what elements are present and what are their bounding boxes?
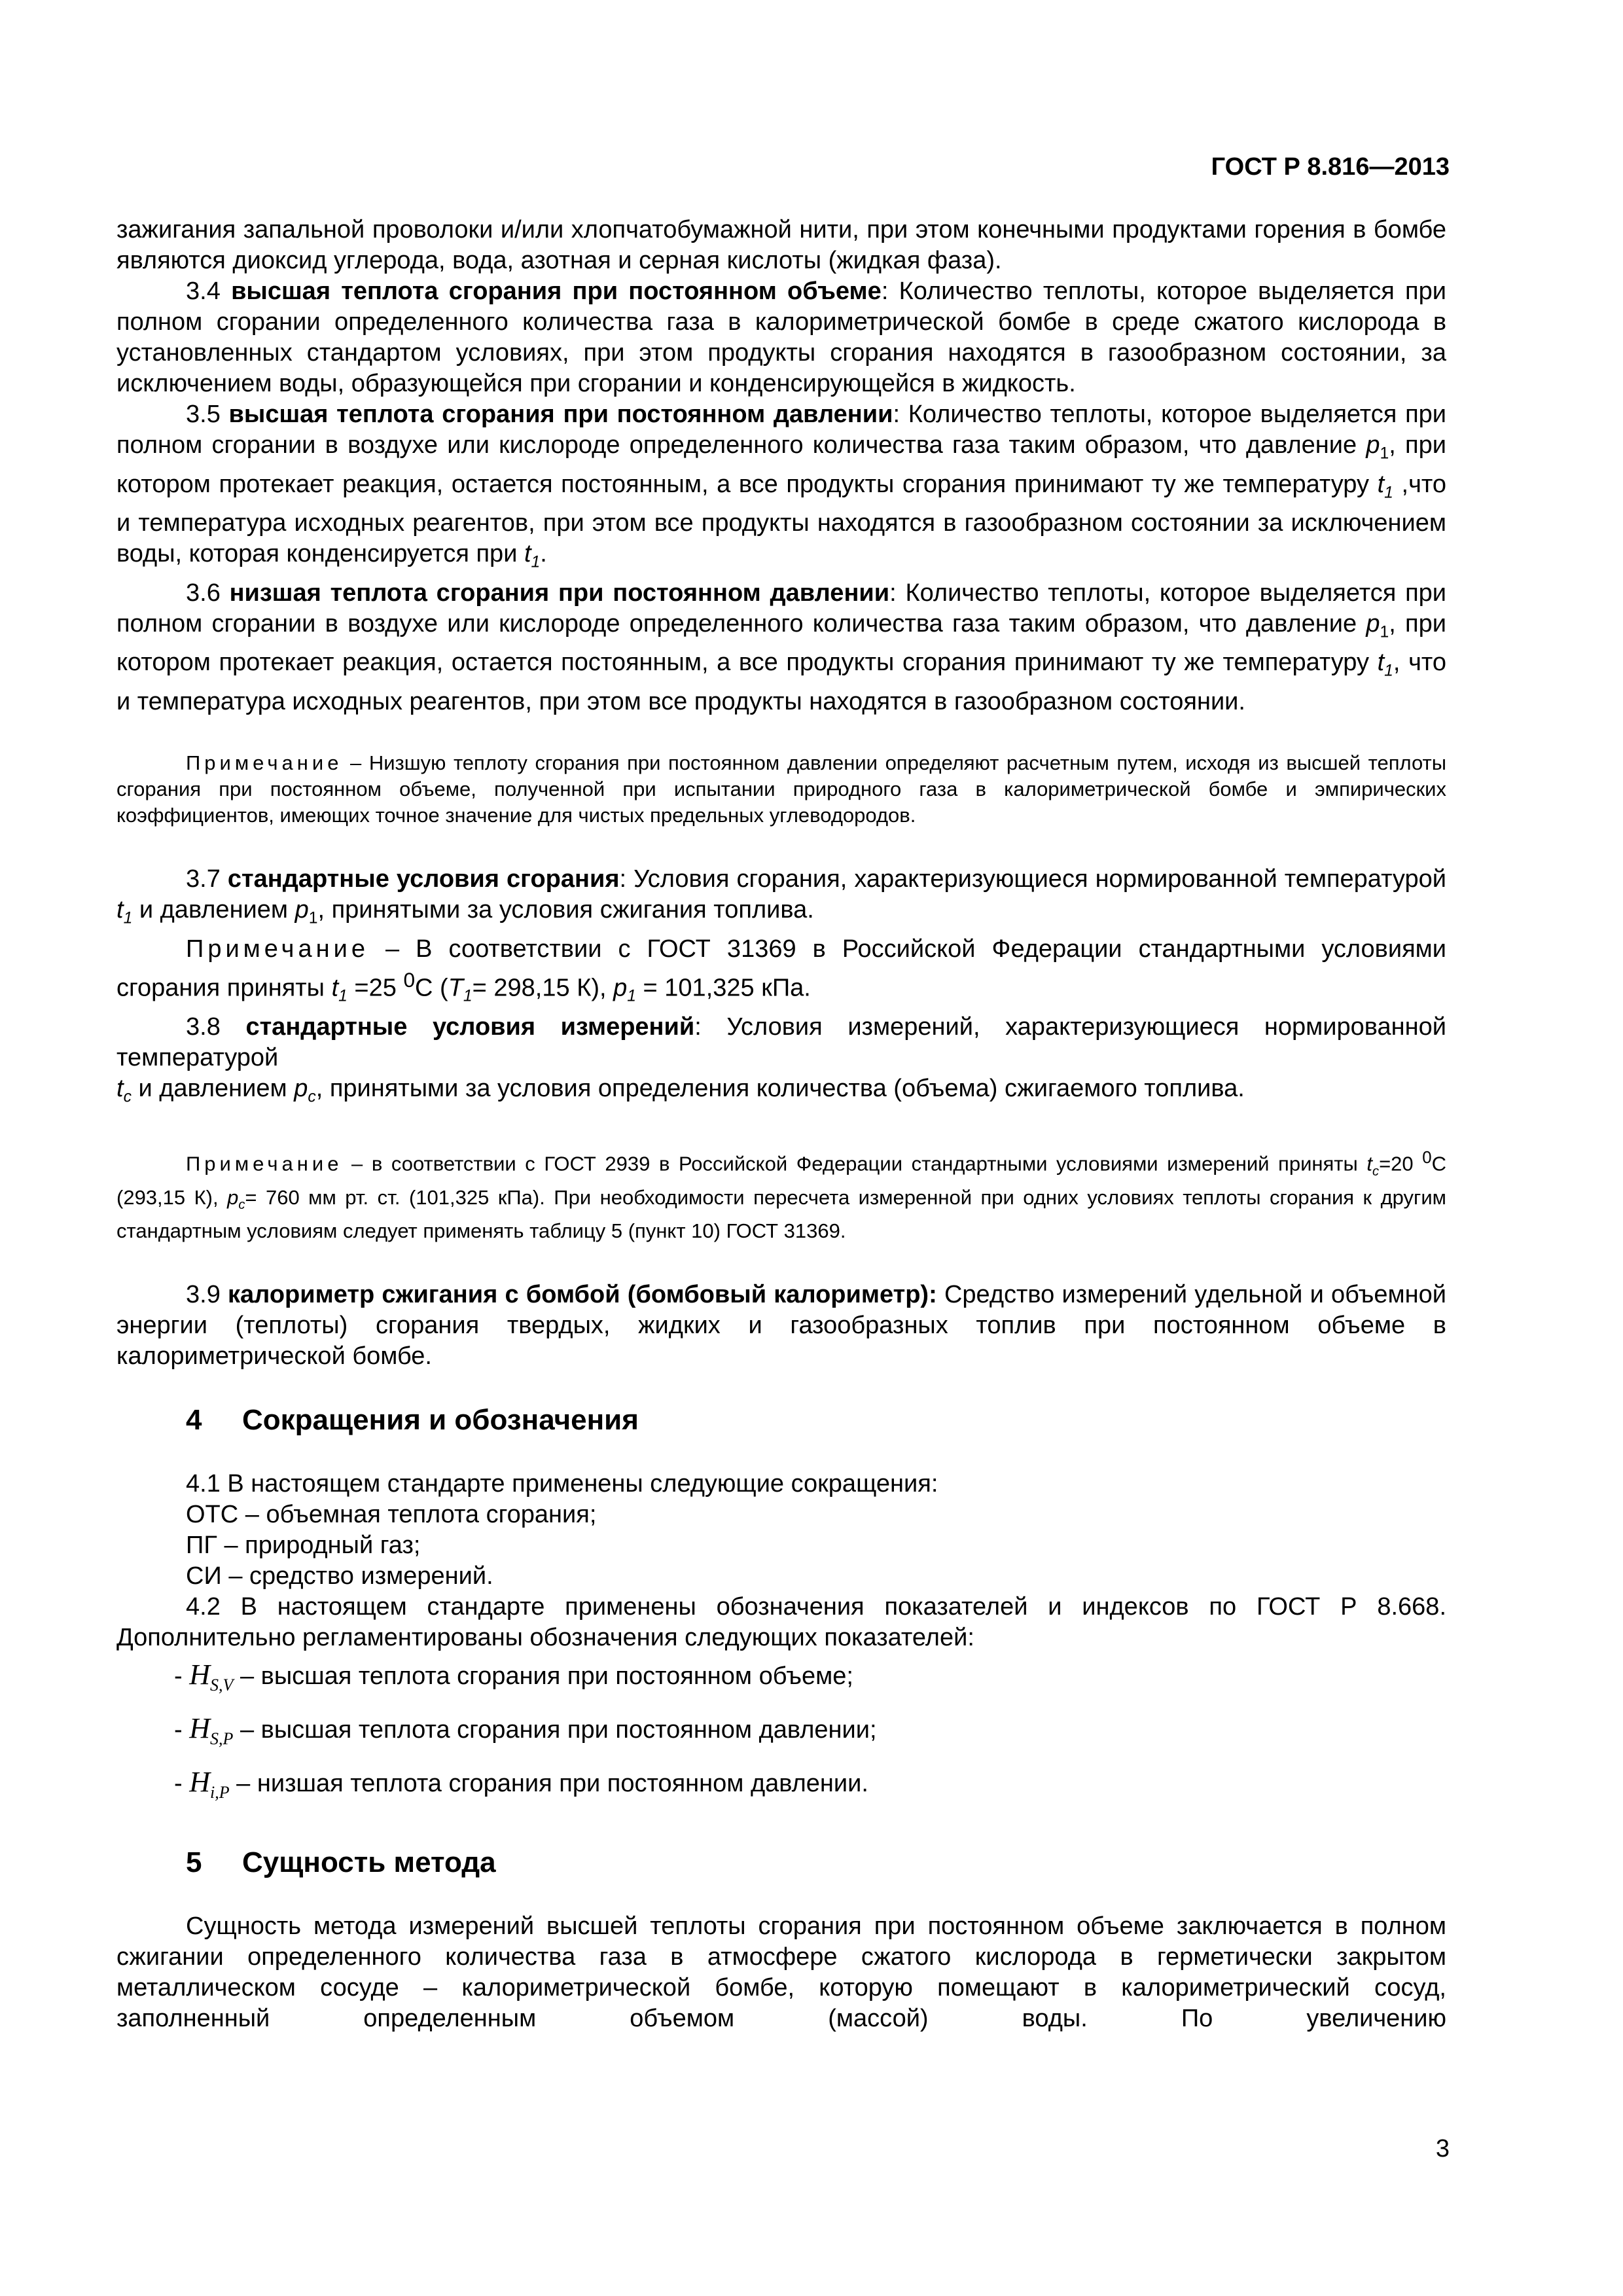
clause-3-5: 3.5 высшая теплота сгорания при постоянном давлении: Количество теплоты, которое выделяется при полном сгорании в воздухе или кислороде определенного количества газа таким образом, что давление $p_1$, при котором протекает реакция, остается постоянным, а все продукты сгорания принимают ту же температуру $t_1$ ,что и температура исходных реагентов, при этом все продукты находятся в газообразном состоянии за исключением воды, которая конденсируется при $t_1$. xyxy=(116,401,1447,571)
term: стандартные условия измерений xyxy=(245,1013,695,1041)
list-item: ПГ – природный газ; xyxy=(186,1532,421,1560)
term: калориметр сжигания с бомбой (бомбовый калориметр): xyxy=(228,1281,937,1309)
document-body xyxy=(116,215,1446,2034)
clause-3-6: 3.6 низшая теплота сгорания при постоянном давлении: Количество теплоты, которое выделяется при полном сгорании в воздухе или кислороде определенного количества газа таким образом, что давление $p_1$, при котором протекает реакция, остается постоянным, а все продукты сгорания принимают ту же температуру $t_1$, что и температура исходных реагентов, при этом все продукты находятся в газообразном состоянии. xyxy=(116,579,1447,715)
paragraph-intro: зажигания запальной проволоки и/или хлопчатобумажной нити, при этом конечными продуктами горения в бомбе являются диоксид углерода, вода, азотная и серная кислоты (жидкая фаза). xyxy=(116,216,1446,274)
clause-3-4: 3.4 высшая теплота сгорания при постоянном объеме: Количество теплоты, которое выделяется при полном сгорании определенного количества газа в калориметрической бомбе в среде сжатого кислорода в установленных стандартом условиях, при этом продукты сгорания находятся в газообразном состоянии, за исключением воды, образующейся при сгорании и конденсирующейся в жидкость. xyxy=(116,278,1446,397)
symbol-list xyxy=(116,1653,1446,1814)
term: высшая теплота сгорания при постоянном давлении xyxy=(228,401,893,428)
symbol-item: - $H_{S,P}$ – высшая теплота сгорания при постоянном давлении; xyxy=(174,1712,877,1748)
clause-3-8: 3.8 стандартные условия измерений: Условия измерений, характеризующиеся нормированной температурой xyxy=(116,1013,1446,1071)
clause-3-9: 3.9 калориметр сжигания с бомбой (бомбовый калориметр): Средство измерений удельной и объемной энергии (теплоты) сгорания твердых, жидких и газообразных топлив при постоянном объеме в калориметрической бомбе. xyxy=(116,1281,1446,1371)
clause-4-1: 4.1 В настоящем стандарте применены следующие сокращения: xyxy=(186,1470,938,1498)
section-5-heading: 5 Сущность метода xyxy=(186,1846,496,1878)
list-item: СИ – средство измерений. xyxy=(186,1562,493,1590)
term: стандартные условия сгорания xyxy=(227,865,620,893)
clause-4-2: 4.2 В настоящем стандарте применены обозначения показателей и индексов по ГОСТ Р 8.668. Дополнительно регламентированы обозначения следующих показателей: xyxy=(116,1593,1446,1652)
symbol-item: - $H_{S,V}$ – высшая теплота сгорания при постоянном объеме; xyxy=(174,1659,853,1695)
symbol-item: - $H_{i,P}$ – низшая теплота сгорания при постоянном давлении. xyxy=(174,1765,868,1802)
section-4-heading: 4 Сокращения и обозначения xyxy=(186,1404,639,1437)
list-item: ОТС – объемная теплота сгорания; xyxy=(186,1501,597,1529)
note-1: Примечание – Низшую теплоту сгорания при постоянном давлении определяют расчетным путем, исходя из высшей теплоты сгорания при постоянном объеме, полученной при испытании природного газа в калориметрической бомбе и эмпирических коэффициентов, имеющих точное значение для чистых предельных углеводородов. xyxy=(116,751,1446,827)
document-header: ГОСТ Р 8.816—2013 xyxy=(1211,153,1450,181)
page-number: 3 xyxy=(1435,2135,1450,2162)
clause-3-7: 3.7 стандартные условия сгорания: Условия сгорания, характеризующиеся нормированной температурой $t_1$ и давлением $p_1$, принятыми за условия сжигания топлива. xyxy=(116,865,1446,927)
term: высшая теплота сгорания при постоянном объеме xyxy=(231,278,882,305)
clause-3-8-cont: $t_c$ и давлением $p_c$, принятыми за условия определения количества (объема) сжигаемого топлива. xyxy=(116,1074,1245,1106)
paragraph-5: Сущность метода измерений высшей теплоты сгорания при постоянном объеме заключается в полном сжигании определенного количества газа в атмосфере сжатого кислорода в герметически закрытом металлическом сосуде – калориметрической бомбе, которую помещают в калориметрический сосуд, заполненный определенным объемом (массой) воды. По увеличению xyxy=(116,1912,1446,2032)
term: низшая теплота сгорания при постоянном давлении xyxy=(229,579,890,607)
note-3: Примечание – в соответствии с ГОСТ 2939 в Российской Федерации стандартными условиями измерений приняты $t_c=20$ $^0$С (293,15 К), $p_c= 760$ мм рт. ст. (101,325 кПа). При необходимости пересчета измеренной при одних условиях теплоты сгорания к другим стандартным условиям следует применять таблицу 5 (пункт 10) ГОСТ 31369. xyxy=(116,1149,1446,1243)
note-2: Примечание – В соответствии с ГОСТ 31369 в Российской Федерации стандартными условиями сгорания приняты $t_1 =25$ $^0$С ($T_1= 298,15$ К), $p_1 = 101,325$ кПа. xyxy=(116,935,1446,1005)
